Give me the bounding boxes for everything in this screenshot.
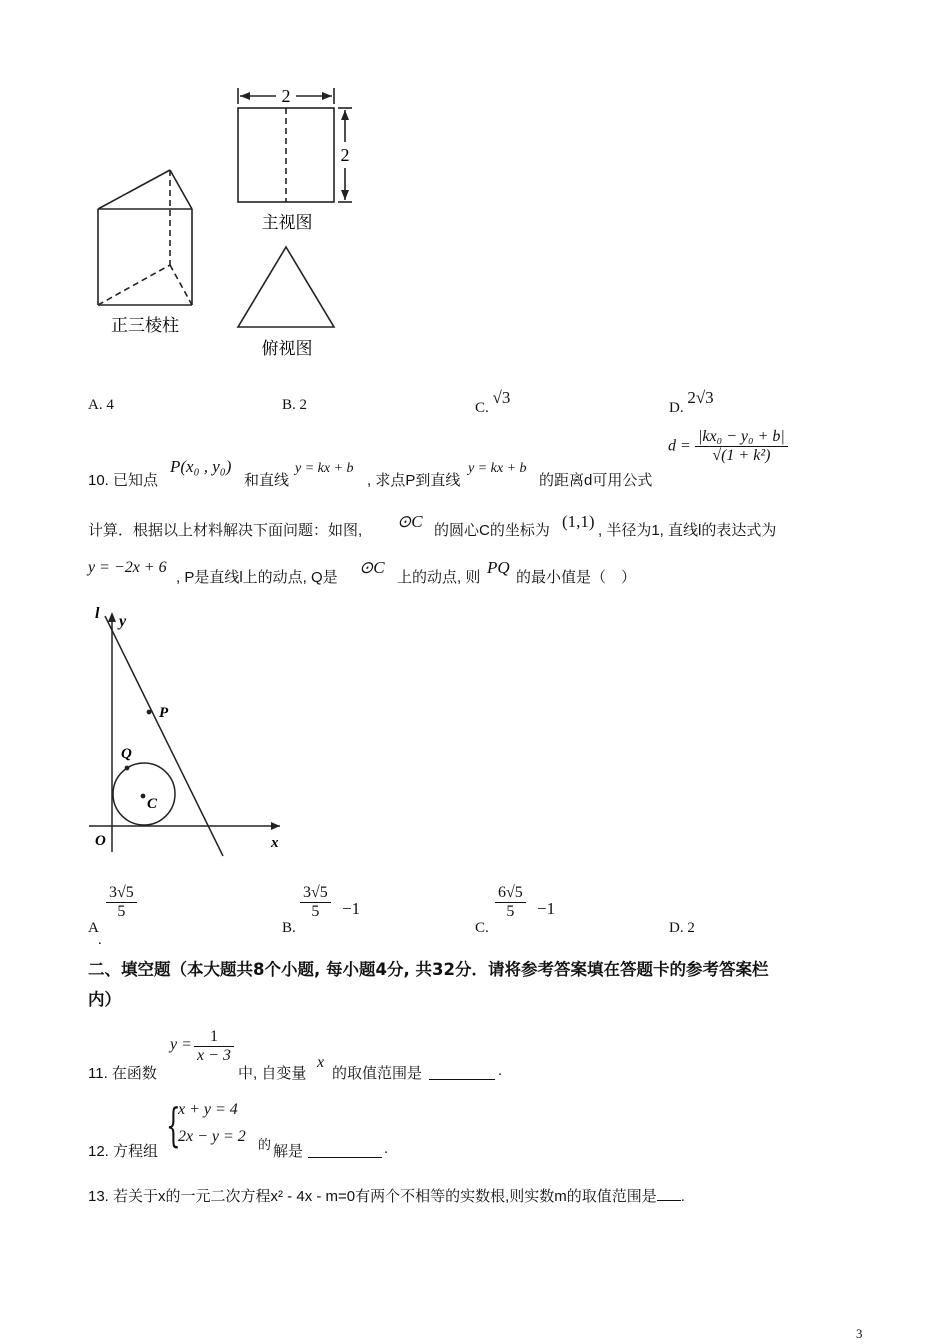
q10-figure <box>85 600 300 860</box>
q13-end: . <box>680 1188 685 1205</box>
q10-pq: PQ <box>487 558 510 577</box>
point-q-dot <box>125 766 130 771</box>
q10-line2-a: 计算．根据以上材料解决下面问题：如图, <box>88 522 363 539</box>
q10-circle-c2: ⊙C <box>359 558 385 577</box>
q10-option-d: D. 2 <box>669 920 695 936</box>
q9-option-c-value: √3 <box>492 388 511 407</box>
front-view-label: 主视图 <box>261 213 313 233</box>
q13-answer-blank[interactable] <box>657 1186 681 1201</box>
q9-option-a: A. 4 <box>88 397 114 413</box>
label-q: Q <box>121 746 132 762</box>
q9-option-c-label: C. <box>475 400 489 416</box>
q10-option-a-num: 3√5 <box>106 884 137 903</box>
q10-option-b-label: B. <box>282 920 296 936</box>
top-view-label: 俯视图 <box>261 339 313 359</box>
point-p-dot <box>147 710 152 715</box>
q11-den: x − 3 <box>197 1047 231 1064</box>
q10-line3 <box>88 557 868 587</box>
q10-formula-den: √(1 + k²) <box>712 447 771 464</box>
q10-line3-a: , P是直线l上的动点, Q是 <box>176 569 338 586</box>
prism-drawing <box>98 170 192 305</box>
section-2-heading-line1: 二、填空题（本大题共8个小题, 每小题4分, 共32分．请将参考答案填在答题卡的参考答案栏 <box>88 960 769 979</box>
q10-option-c-label: C. <box>475 920 489 936</box>
label-l: l <box>95 605 100 622</box>
q9-option-d-value: 2√3 <box>687 388 714 407</box>
q11 <box>88 1028 788 1084</box>
q11-end: . <box>498 1062 503 1079</box>
q11-tail: 的取值范围是 <box>332 1065 423 1082</box>
q12-brace: { <box>166 1098 181 1152</box>
q11-lhs: y = <box>170 1036 192 1053</box>
q10-option-b-den: 5 <box>311 903 320 920</box>
q10-line2 <box>88 512 868 542</box>
front-view-drawing <box>238 88 352 202</box>
label-o: O <box>95 833 106 849</box>
q10-line-eq2: y = kx + b <box>468 461 527 476</box>
page-number: 3 <box>856 1326 863 1341</box>
q11-var: x <box>317 1054 325 1071</box>
q10-option-a-label: A <box>88 920 99 936</box>
q12-prefix: 12. 方程组 <box>88 1143 159 1160</box>
q10-line1 <box>88 428 868 488</box>
q10-option-b-num: 3√5 <box>300 884 331 903</box>
q9-option-c <box>475 388 511 416</box>
label-c: C <box>147 796 158 812</box>
section-2-heading <box>88 955 878 1015</box>
q10-circle-c: ⊙C <box>397 512 423 531</box>
q13 <box>88 1185 848 1206</box>
q12-end: . <box>384 1140 389 1157</box>
q10-option-c-num: 6√5 <box>495 884 526 903</box>
q10-formula-lhs: d = <box>668 437 691 455</box>
q10-line3-b: 上的动点, 则 <box>397 569 481 586</box>
q12-tail: 解是 <box>273 1143 304 1160</box>
q10-point: P(x₀ , y₀) <box>170 457 232 476</box>
q9-option-b: B. 2 <box>282 397 308 413</box>
q10-formula-text: 的距离d可用公式 <box>539 472 653 489</box>
q12-eq2: 2x − y = 2 <box>178 1128 246 1145</box>
q11-prefix: 11. 在函数 <box>88 1065 157 1082</box>
q9-figure <box>80 80 380 370</box>
front-height-label: 2 <box>340 145 350 165</box>
q11-mid: 中, 自变量 <box>238 1065 307 1082</box>
q12-de: 的 <box>258 1137 272 1152</box>
section-2-heading-line2: 内） <box>88 990 121 1009</box>
q10-line3-eq: y = −2x + 6 <box>88 559 167 576</box>
q9-option-d-label: D. <box>669 400 684 416</box>
q10-line-eq: y = kx + b <box>295 461 354 476</box>
front-width-label: 2 <box>281 86 291 106</box>
q13-text: 13. 若关于x的一元二次方程x² - 4x - m=0有两个不相等的实数根,则实数m的取值范围是 <box>88 1188 657 1205</box>
q10-and-line: 和直线 <box>244 472 290 489</box>
q10-option-a-dot: . <box>98 932 102 948</box>
point-c-dot <box>141 794 146 799</box>
q10-find: , 求点P到直线 <box>367 472 461 489</box>
q9-option-d <box>669 388 714 416</box>
q10-option-a-den: 5 <box>117 903 126 920</box>
q11-answer-blank[interactable] <box>429 1065 495 1080</box>
q10-line2-b: 的圆心C的坐标为 <box>434 522 550 539</box>
q10-formula-num: |kx₀ − y₀ + b| <box>695 428 788 447</box>
q10-option-b-tail: −1 <box>342 899 361 918</box>
q10-center: (1,1) <box>562 512 595 531</box>
q12-eq1: x + y = 4 <box>178 1101 238 1118</box>
q12 <box>88 1098 788 1162</box>
q10-formula <box>668 428 788 465</box>
label-x: x <box>271 835 279 851</box>
line-l <box>105 616 223 856</box>
q10-option-c-tail: −1 <box>537 899 556 918</box>
q10-line3-c: 的最小值是（ ） <box>516 569 637 586</box>
q11-num: 1 <box>194 1028 234 1047</box>
q10-prefix: 10. 已知点 <box>88 472 159 489</box>
q10-line2-c: , 半径为1, 直线l的表达式为 <box>598 522 777 539</box>
label-p: P <box>159 705 169 721</box>
top-view-triangle <box>238 247 334 327</box>
q10-option-c-den: 5 <box>506 903 515 920</box>
label-y: y <box>119 613 127 630</box>
q12-answer-blank[interactable] <box>308 1143 382 1158</box>
prism-label: 正三棱柱 <box>111 316 179 336</box>
